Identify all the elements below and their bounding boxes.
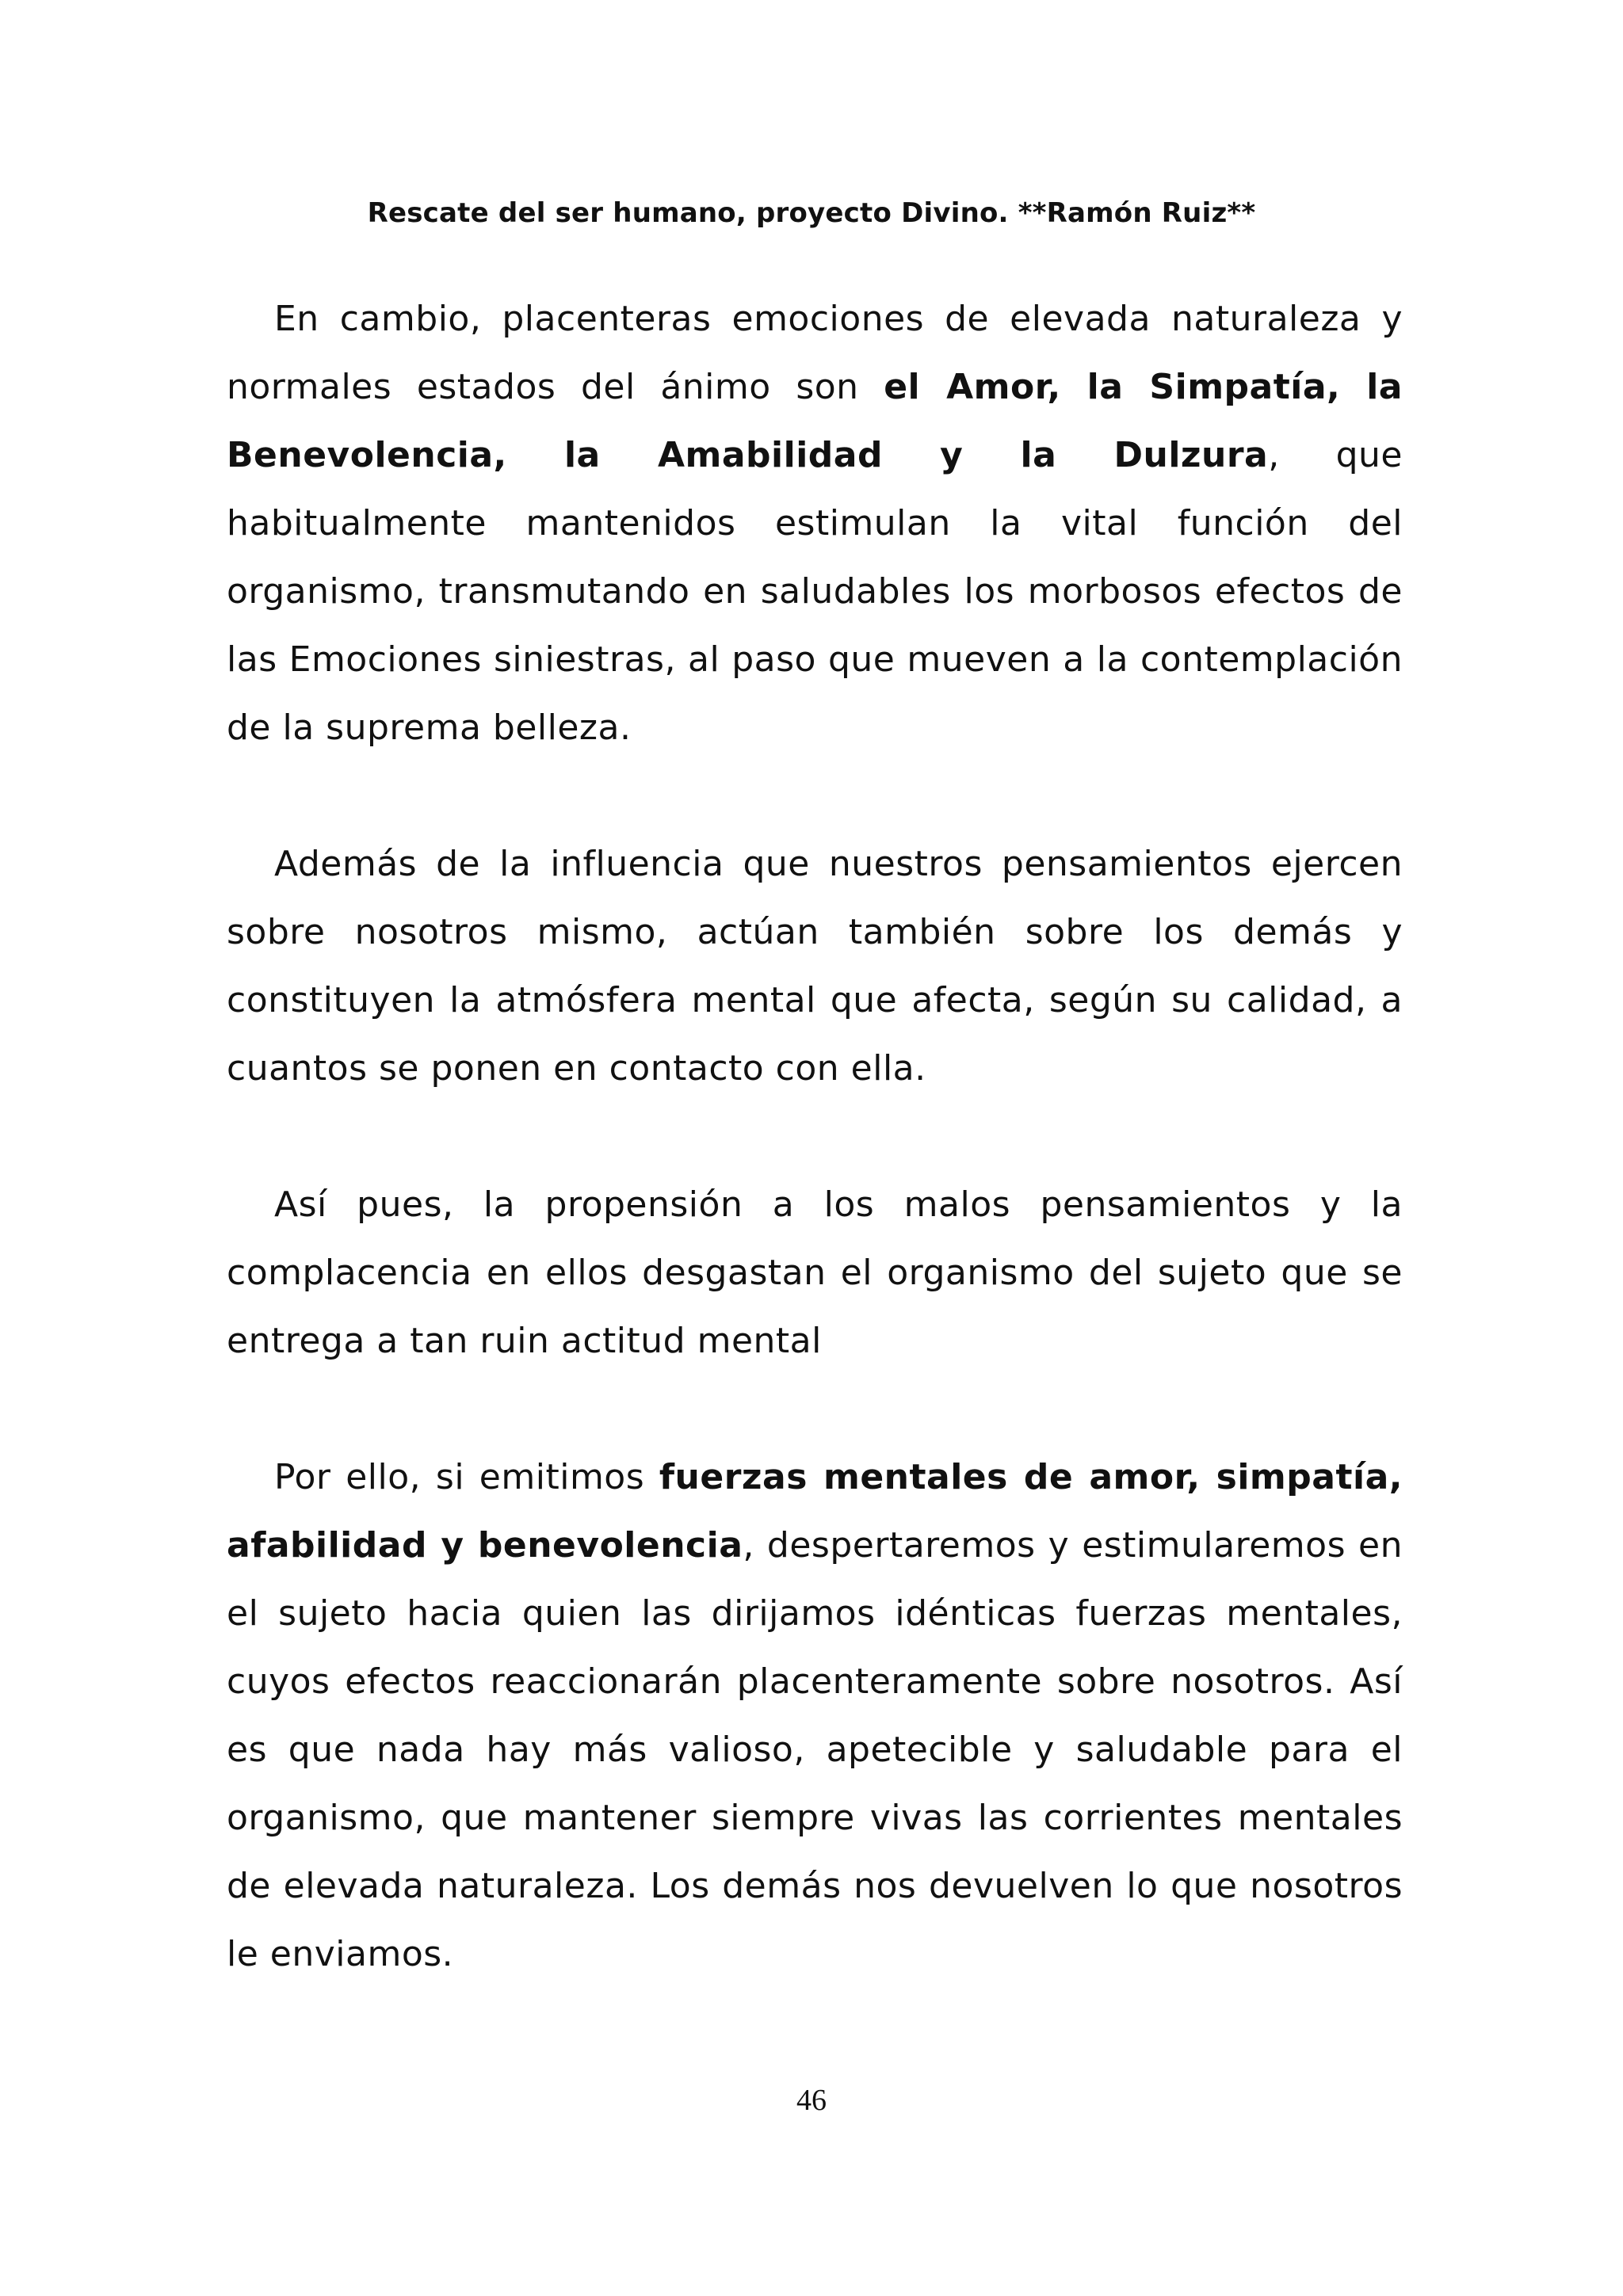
body-text (227, 285, 1403, 2057)
paragraph-1-text-1: En cambio, placenteras emociones de elevada naturaleza y normales estados del ánimo son (227, 299, 1403, 407)
paragraph-2-text-1: Además de la influencia que nuestros pensamientos ejercen sobre nosotros mismo, actúan también sobre los demás y constituyen la atmósfera mental que afecta, según su calidad, a cuantos se ponen en contacto con ella. (227, 844, 1403, 1089)
paragraph-1-text-2: , que habitualmente mantenidos estimulan la vital función del organismo, transmutando en saludables los morbosos efectos de las Emociones siniestras, al paso que mueven a la contemplación de la suprema belleza. (227, 435, 1403, 748)
page-number: 46 (796, 2084, 827, 2117)
paragraph-4-bold-forces: fuerzas mentales de amor, simpatía, afabilidad y benevolencia (227, 1457, 1403, 1566)
paragraph-3 (227, 1171, 1403, 1375)
paragraph-3-text-1: Así pues, la propensión a los malos pensamientos y la complacencia en ellos desgastan el organismo del sujeto que se entrega a tan ruin actitud mental (227, 1184, 1403, 1361)
paragraph-1 (227, 285, 1403, 762)
paragraph-1-bold-emotions: el Amor, la Simpatía, la Benevolencia, la Amabilidad y la Dulzura (227, 367, 1403, 475)
paragraph-4-text-2: , despertaremos y estimularemos en el sujeto hacia quien las dirijamos idénticas fuerzas mentales, cuyos efectos reaccionarán placenteramente sobre nosotros. Así es que nada hay más valioso, apetecible y saludable para el organismo, que mantener siempre vivas las corrientes mentales de elevada naturaleza. Los demás nos devuelven lo que nosotros le enviamos. (227, 1525, 1403, 1974)
running-header: Rescate del ser humano, proyecto Divino. **Ramón Ruiz** (367, 197, 1256, 229)
paragraph-2 (227, 830, 1403, 1103)
paragraph-4 (227, 1444, 1403, 1989)
paragraph-4-text-1: Por ello, si emitimos (274, 1457, 659, 1497)
